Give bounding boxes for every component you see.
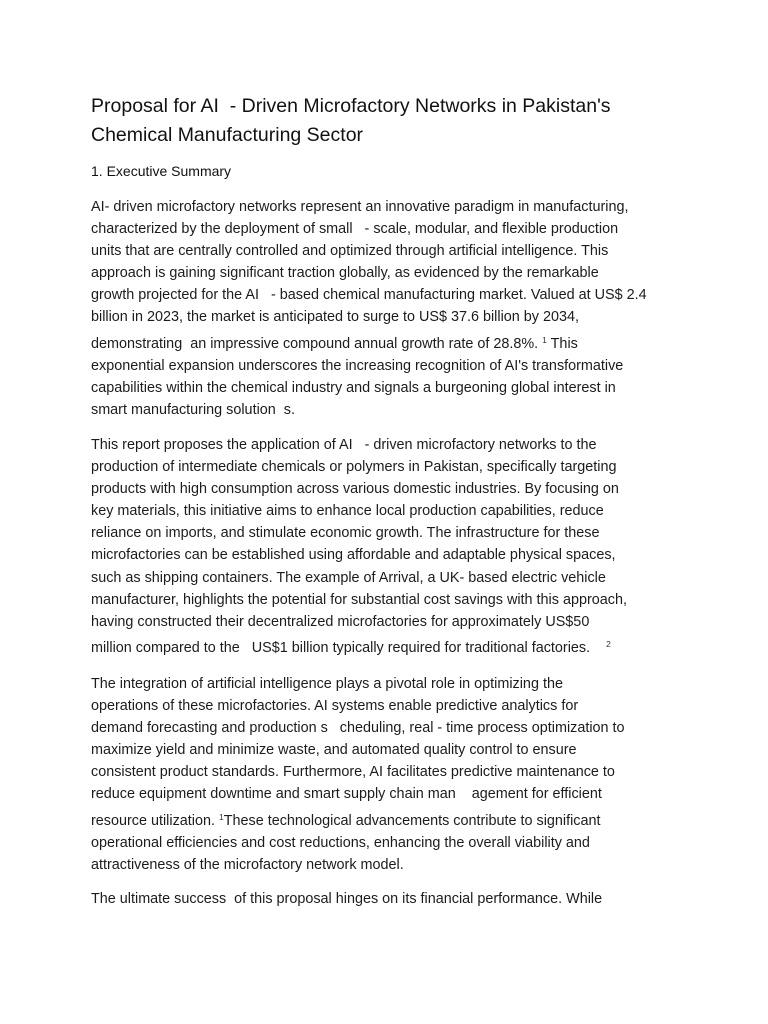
paragraph-3 — [91, 673, 691, 876]
paragraph-line: demand forecasting and production s cheduling, real - time process optimization to — [91, 720, 625, 737]
paragraph-line: microfactories can be established using affordable and adaptable physical spaces, — [91, 547, 616, 564]
paragraph-line: smart manufacturing solution s. — [91, 401, 295, 418]
paragraph-line: This report proposes the application of AI - driven microfactory networks to the — [91, 437, 597, 453]
paragraph-line-with-footnote — [91, 633, 691, 659]
paragraph-line: such as shipping containers. The example of Arrival, a UK- based electric vehicle — [91, 569, 606, 586]
paragraph-line: products with high consumption across various domestic industries. By focusing on — [91, 481, 619, 498]
paragraph-line: growth projected for the AI - based chemical manufacturing market. Valued at US$ 2.4 — [91, 287, 647, 304]
paragraph-line: AI- driven microfactory networks represent an innovative paradigm in manufacturing, — [91, 199, 629, 215]
footnote-marker: 1 — [218, 811, 224, 822]
paragraph-line: exponential expansion underscores the increasing recognition of AI's transformative — [91, 357, 624, 374]
paragraph-line-text: resource utilization. — [91, 812, 219, 829]
paragraph-line: operations of these microfactories. AI systems enable predictive analytics for — [91, 698, 579, 715]
paragraph-line: units that are centrally controlled and optimized through artificial intelligence. This — [91, 243, 609, 260]
paragraph-line: capabilities within the chemical industry and signals a burgeoning global interest in — [91, 379, 616, 396]
title-line: Chemical Manufacturing Sector — [91, 124, 364, 146]
paragraph-line: The integration of artificial intelligence plays a pivotal role in optimizing the — [91, 676, 563, 692]
paragraph-line: maximize yield and minimize waste, and automated quality control to ensure — [91, 742, 577, 759]
paragraph-line: manufacturer, highlights the potential for substantial cost savings with this approach, — [91, 591, 627, 608]
paragraph-line: billion in 2023, the market is anticipated to surge to US$ 37.6 billion by 2034, — [91, 309, 579, 326]
footnote-marker: 1 — [542, 334, 547, 345]
paragraph-line-with-footnote — [91, 329, 691, 355]
paragraph-line: consistent product standards. Furthermore, AI facilitates predictive maintenance to — [91, 764, 615, 781]
paragraph-2 — [91, 434, 691, 659]
paragraph-line: The ultimate success of this proposal hinges on its financial performance. While — [91, 891, 603, 907]
paragraph-4 — [91, 888, 691, 910]
title-line: Proposal for AI - Driven Microfactory Networks in Pakistan's — [91, 95, 611, 117]
paragraph-line-text: demonstrating an impressive compound annual growth rate of 28.8%. — [91, 335, 543, 352]
paragraph-line-text: million compared to the US$1 billion typically required for traditional factories. — [91, 639, 607, 656]
paragraph-line: key materials, this initiative aims to enhance local production capabilities, reduce — [91, 503, 604, 520]
paragraph-line: characterized by the deployment of small - scale, modular, and flexible production — [91, 221, 619, 238]
paragraph-line: reduce equipment downtime and smart supply chain man agement for efficient — [91, 786, 602, 803]
paragraph-line-with-footnote — [91, 806, 691, 832]
paragraph-line-tail: These technological advancements contribute to significant — [223, 812, 601, 829]
paragraph-line: production of intermediate chemicals or polymers in Pakistan, specifically targeting — [91, 459, 617, 476]
paragraph-line: operational efficiencies and cost reductions, enhancing the overall viability and — [91, 834, 590, 851]
paragraph-line-tail: This — [546, 335, 578, 352]
document-title — [91, 92, 691, 150]
paragraph-line: attractiveness of the microfactory network model. — [91, 856, 404, 873]
paragraph-line: approach is gaining significant traction globally, as evidenced by the remarkable — [91, 265, 599, 282]
section-heading: 1. Executive Summary — [91, 163, 232, 179]
paragraph-1 — [91, 196, 691, 421]
paragraph-line: having constructed their decentralized microfactories for approximately US$50 — [91, 613, 590, 630]
paragraph-line: reliance on imports, and stimulate economic growth. The infrastructure for these — [91, 525, 600, 542]
footnote-marker: 2 — [606, 638, 611, 649]
